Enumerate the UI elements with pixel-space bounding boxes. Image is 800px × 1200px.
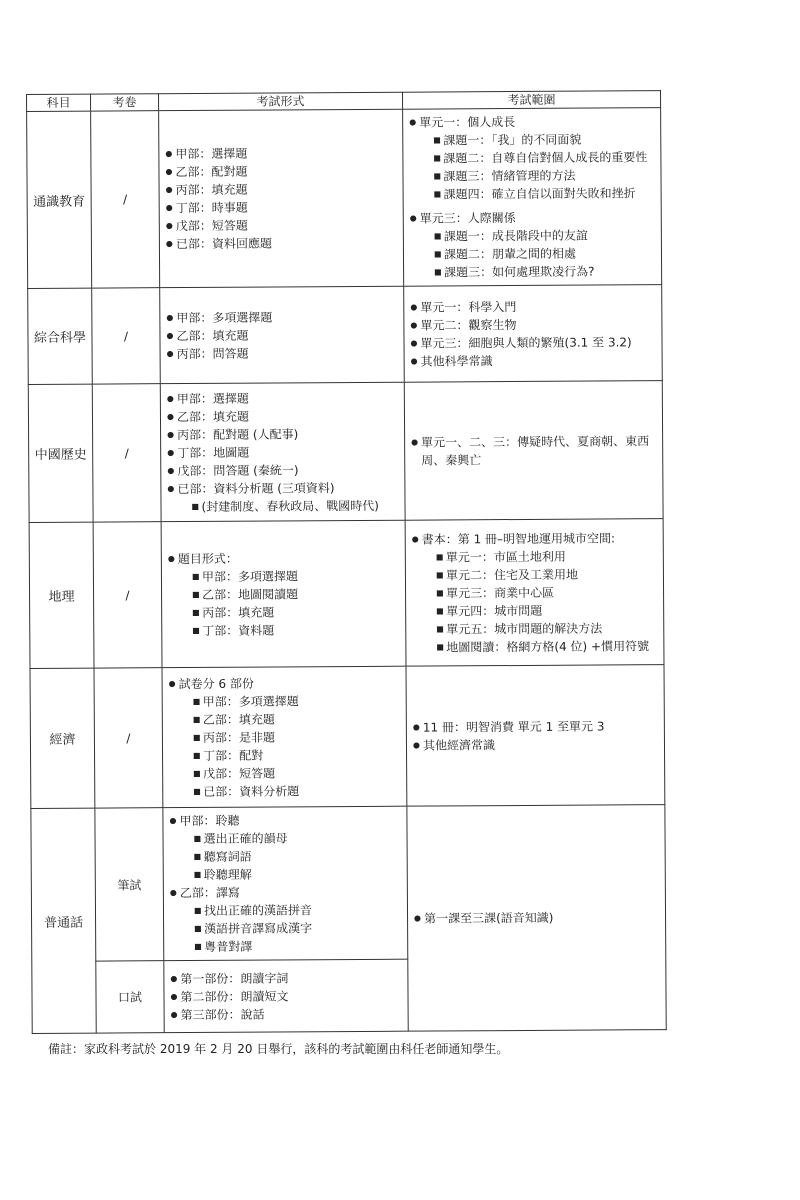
exam-sheet bbox=[26, 90, 667, 1034]
table-row bbox=[28, 381, 663, 523]
scope-cell bbox=[403, 108, 662, 287]
paper-type: 筆試 bbox=[95, 808, 164, 961]
paper-type: / bbox=[91, 111, 160, 288]
subject-name: 普通話 bbox=[31, 808, 96, 1033]
list-item: ■ 丁部：配對 bbox=[193, 745, 400, 764]
paper-type: / bbox=[93, 522, 162, 668]
list-item: ■ 丙部：是非題 bbox=[193, 727, 400, 746]
header-subject: 科目 bbox=[27, 94, 91, 111]
list-item: ● 11 冊：明智消費 單元 1 至單元 3 bbox=[413, 717, 658, 736]
list-item: ● 單元三：細胞與人類的繁殖(3.1 至 3.2) bbox=[410, 333, 655, 352]
list-item: ● 甲部：選擇題 bbox=[165, 144, 396, 163]
table-row bbox=[30, 665, 665, 809]
format-cell bbox=[161, 520, 406, 667]
scope-cell bbox=[404, 381, 663, 521]
remark-note: 備註：家政科考試於 2019 年 2 月 20 日舉行，該科的考試範圍由科任老師通知學生。 bbox=[48, 1042, 509, 1056]
table-row bbox=[29, 519, 664, 669]
list-item: ■ 課題一：「我」的不同面貌 bbox=[433, 130, 654, 149]
list-item bbox=[409, 112, 655, 203]
format-cell bbox=[163, 806, 408, 960]
list-item bbox=[169, 811, 400, 884]
list-item: ● 丙部：配對題 (人配事) bbox=[167, 424, 398, 443]
format-cell bbox=[164, 959, 408, 1032]
subject-name: 經濟 bbox=[30, 668, 95, 808]
section-title: 乙部：譯寫 bbox=[179, 885, 240, 901]
subject-name: 中國歷史 bbox=[28, 384, 93, 522]
list-item: ● 其他科學常識 bbox=[411, 351, 656, 370]
list-item: ■ 丙部：填充題 bbox=[192, 602, 399, 621]
list-item: ● 丁部：地圖題 bbox=[167, 442, 398, 461]
table-row bbox=[31, 805, 666, 962]
section-title: 甲部：聆聽 bbox=[179, 813, 240, 829]
list-item: ■ 已部：資料分析題 bbox=[193, 781, 400, 800]
list-item: ■ 乙部：填充題 bbox=[193, 709, 400, 728]
section-title: 已部：資料分析題 (三項資料) bbox=[177, 480, 335, 496]
list-item: ● 丁部：時事題 bbox=[166, 198, 397, 217]
paper-type: 口試 bbox=[96, 961, 164, 1033]
list-item: ● 甲部：選擇題 bbox=[167, 388, 398, 407]
table-row bbox=[28, 285, 663, 385]
list-item: ● 其他經濟常識 bbox=[413, 735, 658, 754]
list-item: ● 乙部：配對題 bbox=[165, 162, 396, 181]
scope-cell bbox=[405, 519, 664, 667]
list-item: ● 單元一：科學入門 bbox=[410, 297, 655, 316]
scope-cell bbox=[407, 805, 666, 1032]
list-item: ■ 地圖閱讀：格網方格(4 位) +慣用符號 bbox=[436, 637, 657, 656]
section-title: 試卷分 6 部份 bbox=[178, 676, 254, 691]
paper-type: / bbox=[92, 384, 161, 522]
list-item: ■ 課題三：情緒管理的方法 bbox=[433, 166, 654, 185]
paper-type: / bbox=[94, 668, 163, 808]
list-item: ■ 課題一：成長階段中的友誼 bbox=[434, 226, 655, 245]
format-cell bbox=[159, 109, 404, 287]
list-item: ● 乙部：填充題 bbox=[166, 325, 397, 344]
list-item: ■ 單元四：城市問題 bbox=[436, 601, 657, 620]
subject-name: 綜合科學 bbox=[28, 288, 93, 384]
subject-name: 地理 bbox=[29, 522, 94, 668]
list-item: ● 戊部：問答題 (秦統一) bbox=[167, 460, 398, 479]
list-item: ● 第一課至三課(語音知識) bbox=[414, 908, 659, 927]
list-item: ■ 丁部：資料題 bbox=[192, 620, 399, 639]
list-item: ■ 甲部：多項選擇題 bbox=[193, 691, 400, 710]
scope-cell bbox=[404, 285, 663, 383]
list-item: ■ 課題二：朋輩之間的相處 bbox=[434, 244, 655, 263]
header-paper: 考卷 bbox=[91, 94, 159, 111]
list-item: ■ 單元五：城市問題的解決方法 bbox=[436, 619, 657, 638]
list-item bbox=[168, 548, 400, 639]
list-item: ■ 聆聽理解 bbox=[194, 865, 401, 884]
list-item: ● 第一部份：朗讀字詞 bbox=[170, 968, 401, 987]
list-item: ■ 單元二：住宅及工業用地 bbox=[436, 565, 657, 584]
section-title: 題目形式： bbox=[177, 551, 238, 566]
subject-name: 通識教育 bbox=[27, 111, 92, 288]
unit-title: 單元三：人際關係 bbox=[419, 211, 516, 226]
list-item: ● 戊部：短答題 bbox=[166, 216, 397, 235]
list-item: ■ 單元一：市區土地利用 bbox=[436, 547, 657, 566]
list-item: ● 甲部：多項選擇題 bbox=[166, 307, 397, 326]
list-item: ■ (封建制度、春秋政局、戰國時代) bbox=[191, 496, 398, 515]
list-item bbox=[410, 208, 655, 281]
section-title: 書本：第 1 冊–明智地運用城市空間: bbox=[421, 530, 616, 547]
list-item: ■ 乙部：地圖閱讀題 bbox=[192, 584, 399, 603]
list-item: ● 第二部份：朗讀短文 bbox=[170, 986, 401, 1005]
list-item: ● 已部：資料回應題 bbox=[166, 234, 397, 253]
format-cell bbox=[160, 382, 405, 521]
scope-cell bbox=[406, 665, 665, 807]
list-item: ● 乙部：填充題 bbox=[167, 406, 398, 425]
list-item: ■ 甲部：多項選擇題 bbox=[192, 566, 399, 585]
list-item bbox=[170, 883, 401, 956]
list-item: ● 單元一、二、三：傳疑時代、夏商朝、東西周、秦興亡 bbox=[411, 432, 656, 469]
list-item: ■ 聽寫詞語 bbox=[194, 847, 401, 866]
list-item: ● 丙部：問答題 bbox=[167, 343, 398, 362]
list-item: ■ 漢語拼音譯寫成漢字 bbox=[194, 919, 401, 938]
unit-title: 單元一：個人成長 bbox=[419, 115, 516, 130]
list-item: ■ 找出正確的漢語拼音 bbox=[194, 901, 401, 920]
list-item: ● 第三部份：說話 bbox=[171, 1004, 402, 1023]
list-item: ■ 單元三：商業中心區 bbox=[436, 583, 657, 602]
paper-type: / bbox=[92, 288, 161, 384]
list-item: ● 丙部：填充題 bbox=[166, 180, 397, 199]
format-cell bbox=[162, 666, 407, 807]
table-row bbox=[27, 108, 662, 289]
header-format: 考試形式 bbox=[159, 92, 403, 110]
header-scope: 考試範圍 bbox=[402, 91, 660, 110]
list-item: ■ 粵普對譯 bbox=[194, 937, 401, 956]
list-item: ■ 戊部：短答題 bbox=[193, 763, 400, 782]
list-item: ■ 選出正確的韻母 bbox=[193, 829, 400, 848]
list-item bbox=[412, 529, 658, 656]
list-item: ■ 課題二：自尊自信對個人成長的重要性 bbox=[433, 148, 654, 167]
exam-table bbox=[26, 90, 667, 1034]
list-item: ■ 課題四：確立自信以面對失敗和挫折 bbox=[434, 184, 655, 203]
list-item bbox=[167, 478, 398, 515]
list-item: ● 單元二：觀察生物 bbox=[410, 315, 655, 334]
list-item bbox=[169, 673, 401, 800]
format-cell bbox=[160, 286, 405, 383]
list-item: ■ 課題三：如何處理欺凌行為? bbox=[434, 262, 655, 281]
